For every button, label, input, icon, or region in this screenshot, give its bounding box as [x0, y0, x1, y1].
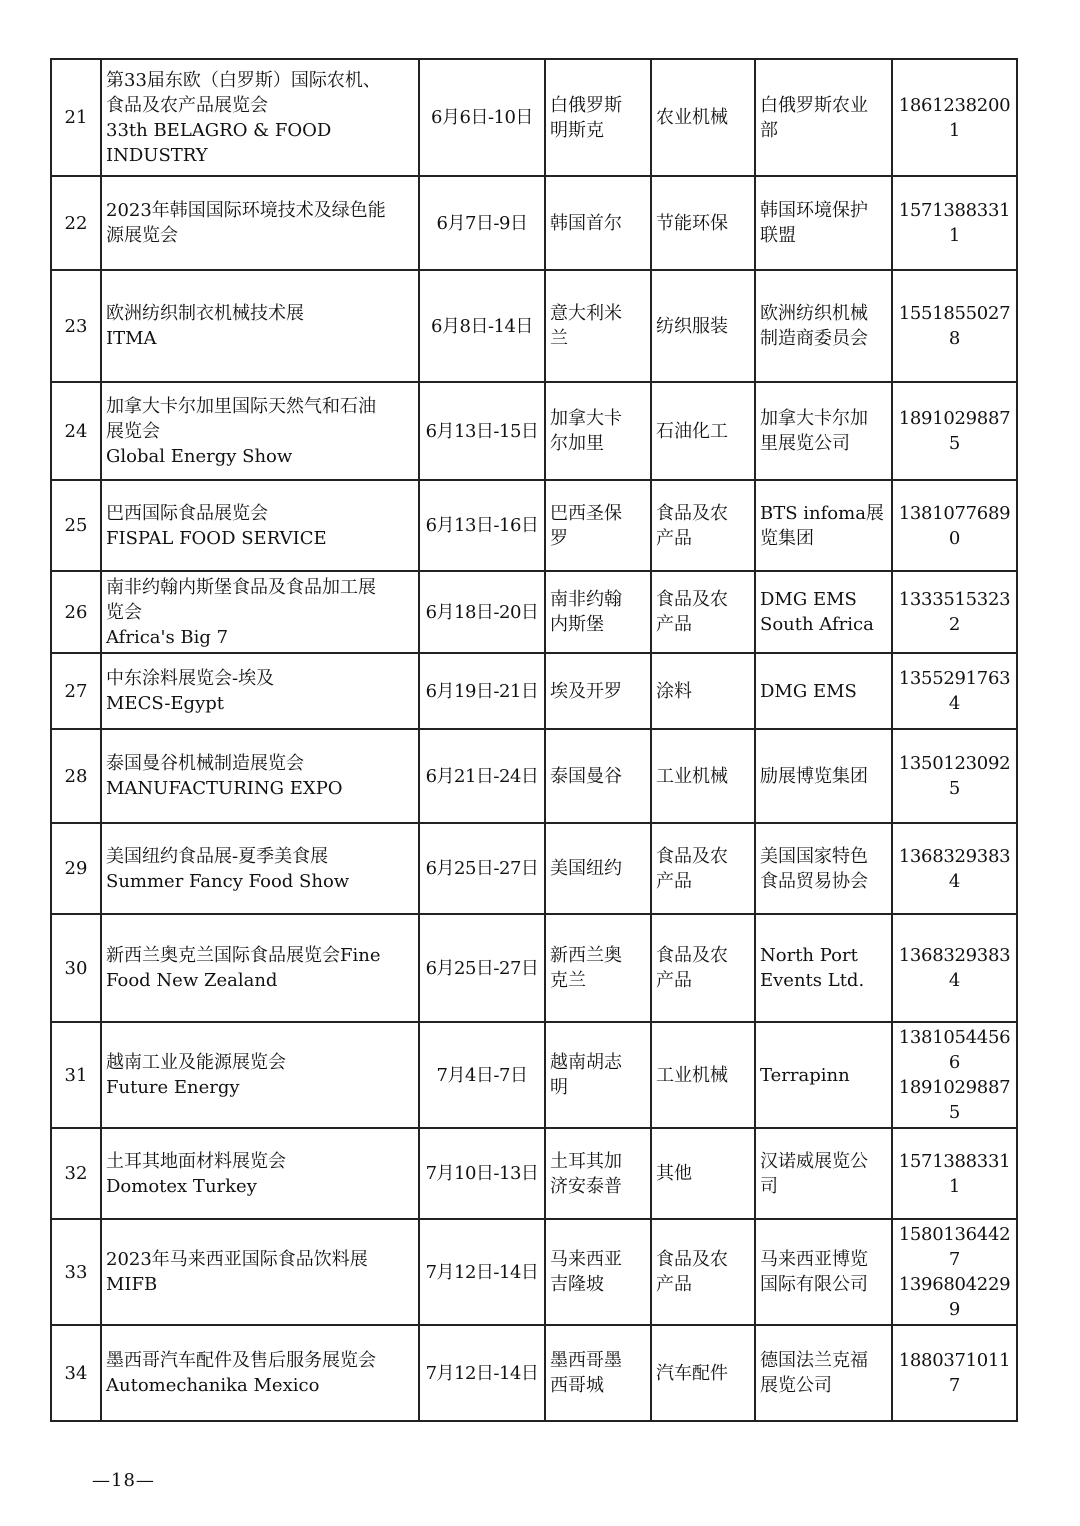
exhibition-category: 纺织服装: [651, 270, 755, 382]
table-row: [51, 914, 1017, 1022]
exhibition-category: 食品及农 产品: [651, 1219, 755, 1325]
exhibition-name: 欧洲纺织制衣机械技术展 ITMA: [101, 270, 419, 382]
exhibition-name: 巴西国际食品展览会 FISPAL FOOD SERVICE: [101, 480, 419, 571]
row-number: 32: [51, 1128, 101, 1219]
contact-phone: 18910298875: [892, 382, 1017, 480]
contact-phone: 18612382001: [892, 59, 1017, 176]
exhibition-name: 美国纽约食品展-夏季美食展 Summer Fancy Food Show: [101, 823, 419, 914]
exhibition-city: 巴西圣保 罗: [545, 480, 651, 571]
exhibition-category: 农业机械: [651, 59, 755, 176]
exhibition-city: 泰国曼谷: [545, 729, 651, 823]
table-row: [51, 270, 1017, 382]
contact-phone: 13335153232: [892, 571, 1017, 653]
table-row: [51, 1325, 1017, 1421]
exhibition-category: 其他: [651, 1128, 755, 1219]
contact-phone: 15713883311: [892, 176, 1017, 270]
exhibition-category: 工业机械: [651, 729, 755, 823]
exhibition-organizer: 白俄罗斯农业 部: [755, 59, 892, 176]
table-row: [51, 176, 1017, 270]
row-number: 29: [51, 823, 101, 914]
exhibition-city: 越南胡志 明: [545, 1022, 651, 1128]
exhibition-organizer: 加拿大卡尔加 里展览公司: [755, 382, 892, 480]
exhibition-city: 美国纽约: [545, 823, 651, 914]
row-number: 27: [51, 653, 101, 729]
exhibition-city: 韩国首尔: [545, 176, 651, 270]
row-number: 33: [51, 1219, 101, 1325]
exhibition-category: 食品及农 产品: [651, 823, 755, 914]
table-row: [51, 571, 1017, 653]
exhibition-city: 白俄罗斯 明斯克: [545, 59, 651, 176]
table-row: [51, 59, 1017, 176]
exhibition-organizer: North Port Events Ltd.: [755, 914, 892, 1022]
contact-phone: 18803710117: [892, 1325, 1017, 1421]
exhibition-date: 7月4日-7日: [419, 1022, 545, 1128]
exhibition-organizer: 马来西亚博览 国际有限公司: [755, 1219, 892, 1325]
exhibition-date: 6月7日-9日: [419, 176, 545, 270]
table-row: [51, 653, 1017, 729]
row-number: 34: [51, 1325, 101, 1421]
row-number: 25: [51, 480, 101, 571]
page-number: —18—: [92, 1470, 155, 1491]
contact-phone: 13683293834: [892, 914, 1017, 1022]
contact-phone: 13552917634: [892, 653, 1017, 729]
table-row: [51, 382, 1017, 480]
exhibition-name: 越南工业及能源展览会 Future Energy: [101, 1022, 419, 1128]
exhibition-organizer: 美国国家特色 食品贸易协会: [755, 823, 892, 914]
exhibition-table: [50, 58, 1018, 1422]
row-number: 22: [51, 176, 101, 270]
exhibition-date: 7月10日-13日: [419, 1128, 545, 1219]
exhibition-date: 6月25日-27日: [419, 914, 545, 1022]
exhibition-category: 食品及农 产品: [651, 571, 755, 653]
exhibition-name: 新西兰奥克兰国际食品展览会Fine Food New Zealand: [101, 914, 419, 1022]
table-row: [51, 1022, 1017, 1128]
exhibition-category: 涂料: [651, 653, 755, 729]
exhibition-date: 6月6日-10日: [419, 59, 545, 176]
row-number: 30: [51, 914, 101, 1022]
table-row: [51, 480, 1017, 571]
contact-phone: 13501230925: [892, 729, 1017, 823]
exhibition-date: 7月12日-14日: [419, 1325, 545, 1421]
table-row: [51, 1128, 1017, 1219]
exhibition-name: 中东涂料展览会-埃及 MECS-Egypt: [101, 653, 419, 729]
exhibition-city: 新西兰奥 克兰: [545, 914, 651, 1022]
exhibition-organizer: 欧洲纺织机械 制造商委员会: [755, 270, 892, 382]
exhibition-date: 6月13日-15日: [419, 382, 545, 480]
exhibition-name: 南非约翰内斯堡食品及食品加工展 览会 Africa's Big 7: [101, 571, 419, 653]
table-row: [51, 729, 1017, 823]
exhibition-organizer: 励展博览集团: [755, 729, 892, 823]
exhibition-organizer: 韩国环境保护 联盟: [755, 176, 892, 270]
exhibition-date: 6月13日-16日: [419, 480, 545, 571]
exhibition-category: 节能环保: [651, 176, 755, 270]
exhibition-organizer: 汉诺威展览公 司: [755, 1128, 892, 1219]
exhibition-organizer: BTS infoma展 览集团: [755, 480, 892, 571]
exhibition-city: 意大利米 兰: [545, 270, 651, 382]
exhibition-organizer: DMG EMS South Africa: [755, 571, 892, 653]
contact-phone: 15801364427 13968042299: [892, 1219, 1017, 1325]
table-row: [51, 1219, 1017, 1325]
exhibition-city: 马来西亚 吉隆坡: [545, 1219, 651, 1325]
exhibition-date: 6月8日-14日: [419, 270, 545, 382]
exhibition-name: 泰国曼谷机械制造展览会 MANUFACTURING EXPO: [101, 729, 419, 823]
exhibition-date: 6月21日-24日: [419, 729, 545, 823]
exhibition-organizer: DMG EMS: [755, 653, 892, 729]
exhibition-date: 6月19日-21日: [419, 653, 545, 729]
exhibition-date: 6月18日-20日: [419, 571, 545, 653]
exhibition-city: 加拿大卡 尔加里: [545, 382, 651, 480]
row-number: 31: [51, 1022, 101, 1128]
exhibition-city: 墨西哥墨 西哥城: [545, 1325, 651, 1421]
exhibition-category: 汽车配件: [651, 1325, 755, 1421]
exhibition-name: 加拿大卡尔加里国际天然气和石油 展览会 Global Energy Show: [101, 382, 419, 480]
table-body: [51, 59, 1017, 1421]
row-number: 28: [51, 729, 101, 823]
contact-phone: 15518550278: [892, 270, 1017, 382]
exhibition-city: 南非约翰 内斯堡: [545, 571, 651, 653]
exhibition-name: 土耳其地面材料展览会 Domotex Turkey: [101, 1128, 419, 1219]
exhibition-name: 2023年马来西亚国际食品饮料展 MIFB: [101, 1219, 419, 1325]
contact-phone: 15713883311: [892, 1128, 1017, 1219]
table-row: [51, 823, 1017, 914]
exhibition-city: 埃及开罗: [545, 653, 651, 729]
exhibition-name: 第33届东欧（白罗斯）国际农机、 食品及农产品展览会 33th BELAGRO & FOOD INDUSTRY: [101, 59, 419, 176]
exhibition-date: 7月12日-14日: [419, 1219, 545, 1325]
exhibition-city: 土耳其加 济安泰普: [545, 1128, 651, 1219]
contact-phone: 13683293834: [892, 823, 1017, 914]
row-number: 24: [51, 382, 101, 480]
exhibition-name: 2023年韩国国际环境技术及绿色能 源展览会: [101, 176, 419, 270]
exhibition-organizer: 德国法兰克福 展览公司: [755, 1325, 892, 1421]
exhibition-organizer: Terrapinn: [755, 1022, 892, 1128]
exhibition-category: 食品及农 产品: [651, 914, 755, 1022]
contact-phone: 13810776890: [892, 480, 1017, 571]
exhibition-date: 6月25日-27日: [419, 823, 545, 914]
exhibition-category: 食品及农 产品: [651, 480, 755, 571]
row-number: 23: [51, 270, 101, 382]
row-number: 21: [51, 59, 101, 176]
exhibition-category: 工业机械: [651, 1022, 755, 1128]
exhibition-category: 石油化工: [651, 382, 755, 480]
contact-phone: 13810544566 18910298875: [892, 1022, 1017, 1128]
row-number: 26: [51, 571, 101, 653]
exhibition-name: 墨西哥汽车配件及售后服务展览会 Automechanika Mexico: [101, 1325, 419, 1421]
